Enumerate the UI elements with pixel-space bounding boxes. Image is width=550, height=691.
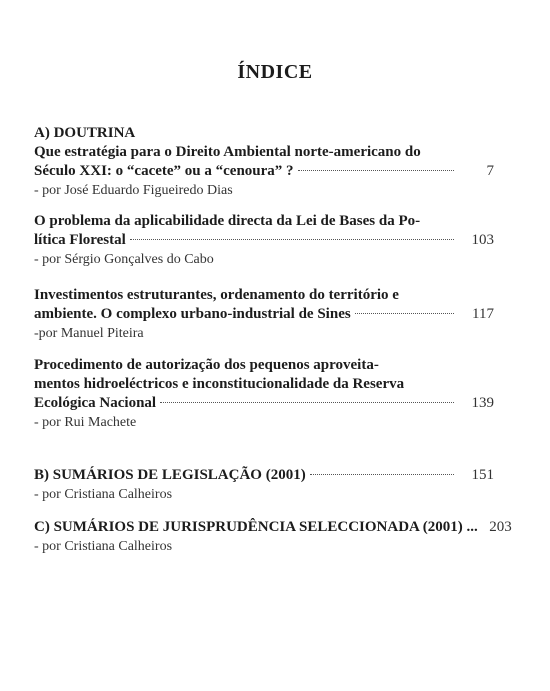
page-number: 203 (489, 519, 512, 535)
entry-title-line: Século XXI: o “cacete” ou a “cenoura” ? (34, 163, 294, 179)
entry-author: - por Sérgio Gonçalves do Cabo (34, 252, 214, 267)
entry-title-line: Que estratégia para o Direito Ambiental norte-americano do (34, 144, 421, 160)
page-number: 139 (471, 395, 494, 411)
dot-leader (298, 170, 454, 171)
entry-title-last-line (34, 305, 494, 324)
entry-title-last-line (34, 162, 494, 181)
toc-entry-4[interactable] (34, 356, 494, 432)
page-number: 117 (472, 306, 494, 322)
toc-entry-3[interactable] (34, 286, 494, 343)
toc-section-b[interactable] (34, 466, 494, 504)
entry-author: - por Rui Machete (34, 415, 137, 430)
dot-leader (310, 474, 454, 475)
dot-leader (160, 402, 454, 403)
dot-leader (355, 313, 454, 314)
dot-leader (130, 239, 454, 240)
page-title: ÍNDICE (237, 61, 313, 83)
section-b-author: - por Cristiana Calheiros (34, 487, 173, 502)
section-b-line (34, 466, 494, 485)
entry-title-last-line (34, 394, 494, 413)
toc-entry-1[interactable] (34, 143, 494, 200)
entry-title-line: ambiente. O complexo urbano-industrial de Sines (34, 306, 351, 322)
section-b-heading: B) SUMÁRIOS DE LEGISLAÇÃO (2001) (34, 467, 306, 483)
entry-title-line: Ecológica Nacional (34, 395, 157, 411)
entry-author: -por Manuel Piteira (34, 326, 144, 341)
page-number: 7 (486, 163, 494, 179)
toc-entry-2[interactable] (34, 212, 494, 269)
section-c-author: - por Cristiana Calheiros (34, 539, 173, 554)
page-number: 151 (471, 467, 494, 483)
section-a-heading: A) DOUTRINA (34, 125, 136, 141)
entry-title-line: lítica Florestal (34, 232, 126, 248)
section-c-line (34, 518, 512, 537)
entry-author: - por José Eduardo Figueiredo Dias (34, 183, 233, 198)
entry-title-line: Investimentos estruturantes, ordenamento do território e (34, 287, 399, 303)
entry-title-line: O problema da aplicabilidade directa da Lei de Bases da Po- (34, 213, 421, 229)
page-number: 103 (471, 232, 494, 248)
entry-title-line: mentos hidroeléctricos e inconstitucionalidade da Reserva (34, 376, 405, 392)
section-c-heading: C) SUMÁRIOS DE JURISPRUDÊNCIA SELECCIONADA (2001) ... (34, 519, 478, 535)
entry-title-last-line (34, 231, 494, 250)
toc-section-c[interactable] (34, 518, 512, 556)
entry-title-line: Procedimento de autorização dos pequenos aproveita- (34, 357, 379, 373)
